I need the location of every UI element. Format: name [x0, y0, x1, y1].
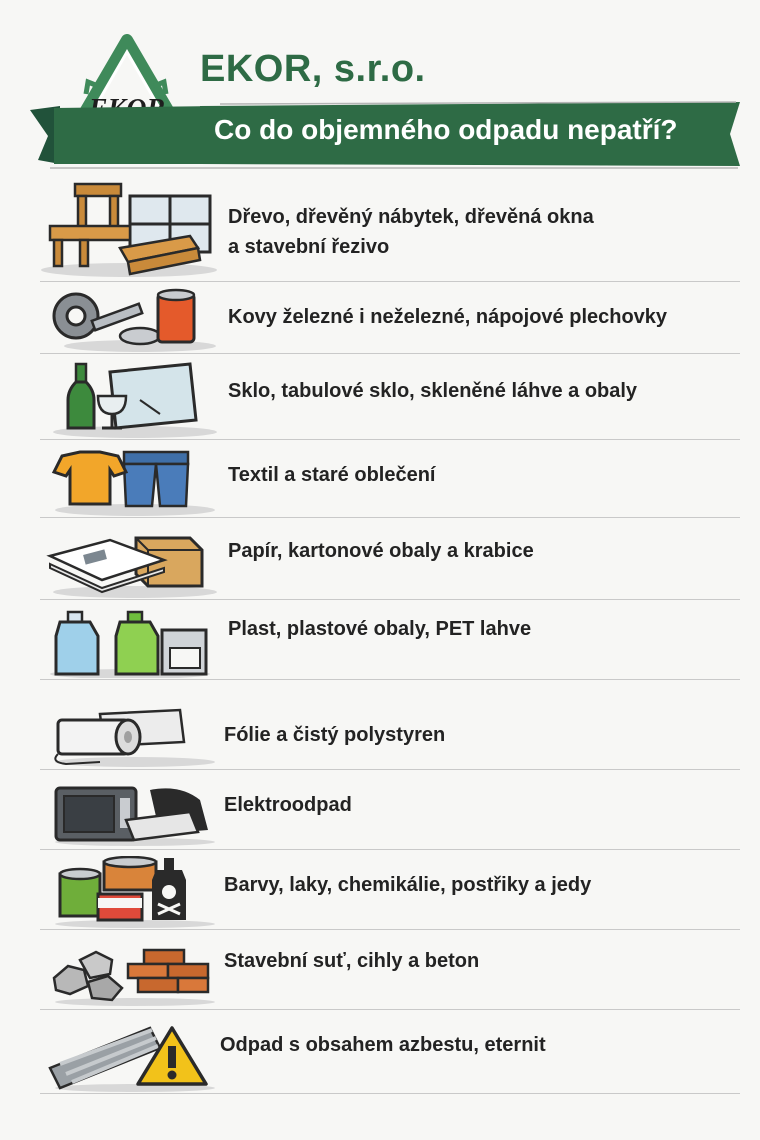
- item-label: Papír, kartonové obaly a krabice: [228, 540, 534, 562]
- list-item: [0, 930, 760, 1010]
- list-item: [0, 600, 760, 680]
- paper-boxes-icon: [40, 526, 218, 598]
- rubble-bricks-icon: [40, 938, 218, 1008]
- list-item: [0, 172, 760, 282]
- item-label: Kovy železné i neželezné, nápojové plechovky: [228, 306, 668, 328]
- list-item: [0, 282, 760, 354]
- glass-bottle-icon: [40, 360, 218, 438]
- page-title: Co do objemného odpadu nepatří?: [214, 114, 678, 145]
- electronics-icon: [40, 780, 218, 846]
- item-label: Plast, plastové obaly, PET lahve: [228, 618, 532, 640]
- item-label: Dřevo, dřevěný nábytek, dřevěná okna a stavební řezivo: [228, 206, 594, 258]
- asbestos-warning-icon: [40, 1018, 218, 1092]
- list-item: [0, 850, 760, 930]
- list-item: [0, 1010, 760, 1094]
- list-item: [0, 440, 760, 518]
- item-label: Elektroodpad: [224, 794, 352, 816]
- list-item: [0, 680, 760, 770]
- item-label: Barvy, laky, chemikálie, postřiky a jedy: [224, 874, 592, 896]
- wood-furniture-icon: [40, 178, 218, 278]
- metal-cans-icon: [40, 286, 218, 352]
- list-item: [0, 770, 760, 850]
- item-label: Odpad s obsahem azbestu, eternit: [220, 1034, 546, 1056]
- item-label: Fólie a čistý polystyren: [224, 724, 446, 746]
- item-label: Textil a staré oblečení: [228, 464, 436, 486]
- foil-polystyrene-icon: [40, 708, 218, 768]
- company-name: EKOR, s.r.o.: [200, 48, 426, 90]
- textile-clothing-icon: [40, 448, 218, 516]
- paint-chemicals-icon: [40, 856, 218, 928]
- header: [0, 0, 760, 175]
- list-item: [0, 354, 760, 440]
- item-label: Sklo, tabulové sklo, skleněné láhve a obaly: [228, 380, 638, 402]
- list-item: [0, 518, 760, 600]
- item-label: Stavební suť, cihly a beton: [224, 950, 480, 972]
- plastic-bottles-icon: [40, 608, 218, 678]
